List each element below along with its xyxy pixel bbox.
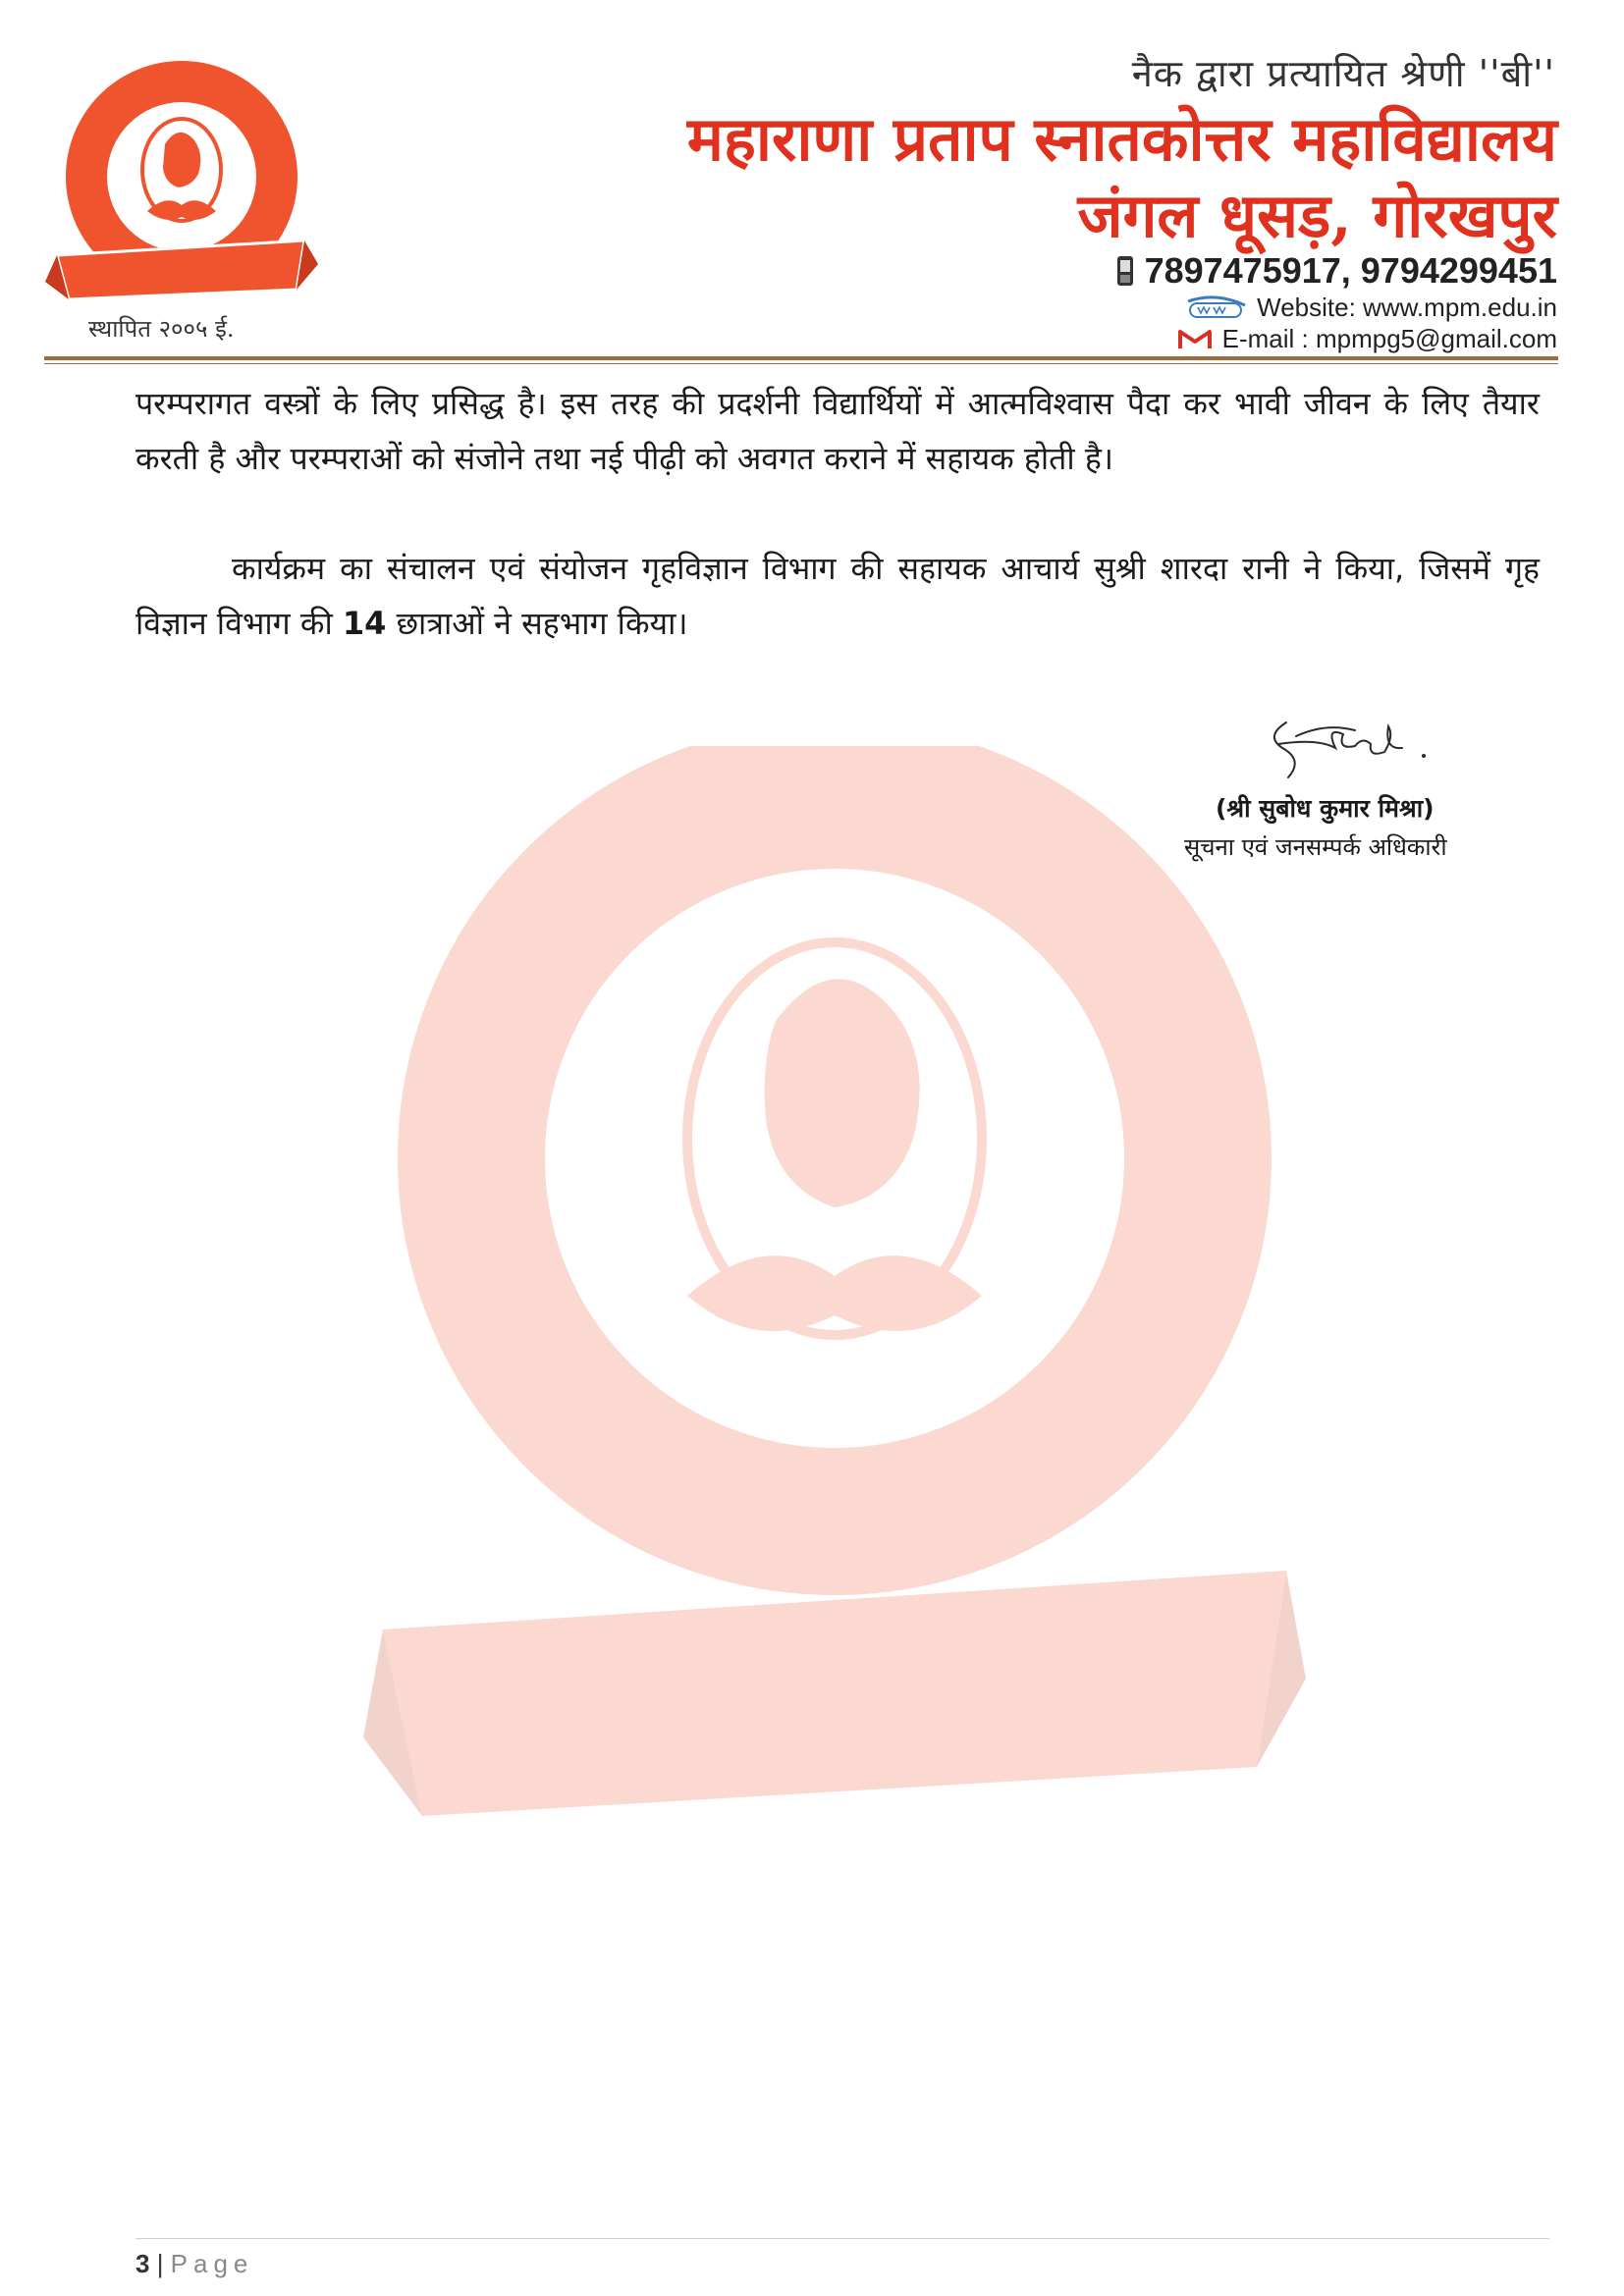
email-row: [1177, 324, 1557, 354]
signatory-designation: सूचना एवं जनसम्पर्क अधिकारी: [1184, 833, 1447, 861]
letterhead: [0, 0, 1624, 373]
header-divider: [44, 356, 1558, 360]
signatory-name: (श्री सुबोध कुमार मिश्रा): [1216, 794, 1435, 823]
body-paragraph-2: [135, 541, 1540, 651]
phone-numbers: 7897475917, 9794299451: [1144, 250, 1557, 291]
website-row: [1186, 293, 1557, 323]
college-location: जंगल धूसड़, गोरखपुर: [1077, 180, 1557, 251]
page-separator: |: [149, 2249, 171, 2278]
student-count: 14: [342, 605, 387, 642]
page-number: 3: [135, 2249, 150, 2278]
globe-www-icon: [1186, 295, 1247, 321]
paragraph-2-text-end: छात्राओं ने सहभाग किया।: [386, 605, 688, 642]
naac-accreditation: नैक द्वारा प्रत्यायित श्रेणी ''बी'': [1131, 52, 1555, 95]
page-footer: [135, 2249, 253, 2279]
handwritten-signature: [1257, 705, 1434, 783]
mobile-phone-icon: [1115, 255, 1135, 287]
email[interactable]: E-mail : mpmpg5@gmail.com: [1221, 324, 1557, 353]
gmail-icon: [1177, 329, 1213, 350]
footer-divider: [135, 2238, 1549, 2239]
website[interactable]: Website: www.mpm.edu.in: [1257, 293, 1557, 322]
college-logo-icon: [39, 54, 324, 339]
phone-row: [1115, 250, 1557, 292]
header-divider-thin: [44, 363, 1558, 364]
page-label: Page: [170, 2249, 254, 2278]
body-paragraph-1: परम्परागत वस्त्रों के लिए प्रसिद्ध है। इस तरह की प्रदर्शनी विद्यार्थियों में आत्मविश्वास पैदा कर भावी जीवन के लिए तैयार करती है और परम्पराओं को संजोने तथा नई पीढ़ी को अवगत कराने में सहायक होती है।: [135, 385, 1540, 477]
college-name: महाराणा प्रताप स्नातकोत्तर महाविद्यालय: [686, 103, 1557, 175]
established-year: स्थापित २००५ ई.: [88, 315, 235, 343]
college-seal-watermark-icon: [363, 746, 1306, 1845]
paragraph-2-text-start: कार्यक्रम का संचालन एवं संयोजन गृहविज्ञान विभाग की सहायक आचार्य सुश्री शारदा रानी ने किया, जिसमें गृह विज्ञान विभाग की: [135, 550, 1540, 642]
